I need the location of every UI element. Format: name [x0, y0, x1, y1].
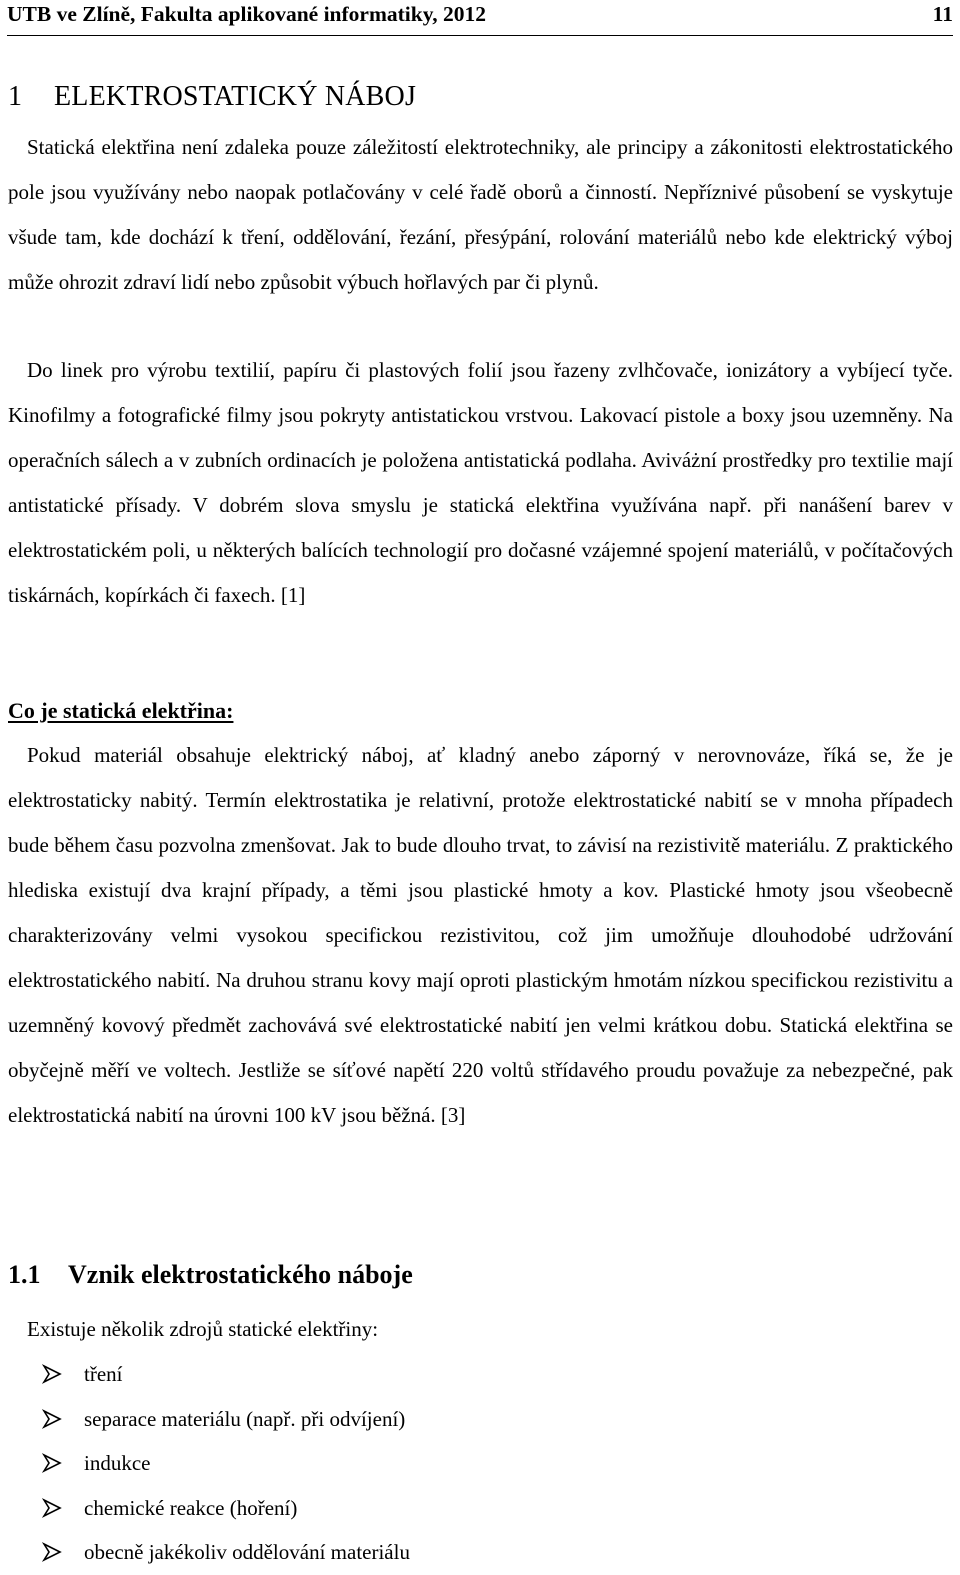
list-item	[42, 1441, 410, 1486]
arrowhead-icon	[42, 1498, 84, 1518]
paragraph-intro: Statická elektřina není zdaleka pouze záležitostí elektrotechniky, ale principy a zákonitosti elektrostatického pole jsou využívány nebo naopak potlačovány v celé řadě oborů a činností. Nepříznivé působení se vyskytuje všude tam, kde dochází k tření, oddělování, řezání, přesýpání, rolování materiálů nebo kde elektrický výboj může ohrozit zdraví lidí nebo způsobit výbuch hořlavých par či plynů.	[8, 135, 953, 294]
list-item-label: tření	[84, 1362, 123, 1386]
sources-list	[42, 1352, 410, 1575]
list-item	[42, 1397, 410, 1442]
chapter-number: 1	[8, 81, 23, 112]
running-header	[7, 2, 953, 32]
list-item-label: separace materiálu (např. při odvíjení)	[84, 1406, 406, 1431]
list-item-label: obecně jakékoliv oddělování materiálu	[84, 1540, 410, 1564]
chapter-heading	[8, 81, 416, 113]
chapter-title: ELEKTROSTATICKÝ NÁBOJ	[54, 81, 417, 112]
section-number: 1.1	[8, 1260, 41, 1289]
paragraph-usage: Do linek pro výrobu textilií, papíru či plastových folií jsou řazeny zvlhčovače, ionizátory a vybíjecí tyče. Kinofilmy a fotografické filmy jsou pokryty antistatickou vrstvou. Lakovací pistole a boxy jsou uzemněny. Na operačních sálech a v zubních ordinacích je položena antistatická podlaha. Aviváżní prostředky pro textilie mají antistatické přísady. V dobrém slova smyslu je statická elektřina využívána např. při nanášení barev v elektrostatickém poli, u některých balících technologií pro dočasné vzájemné spojení materiálů, v počítačových tiskárnách, kopírkách či faxech. [1]	[8, 358, 953, 607]
arrowhead-icon	[42, 1542, 84, 1562]
header-title: UTB ve Zlíně, Fakulta aplikované informatiky, 2012	[7, 2, 487, 26]
arrowhead-icon	[42, 1409, 84, 1429]
list-item-label: indukce	[84, 1451, 151, 1475]
page-number: 11	[932, 2, 953, 26]
section-heading	[8, 1260, 413, 1290]
list-item	[42, 1352, 410, 1397]
arrowhead-icon	[42, 1453, 84, 1473]
section-title: Vznik elektrostatického náboje	[68, 1260, 413, 1289]
list-item	[42, 1486, 410, 1531]
subheading: Co je statická elektřina:	[8, 698, 234, 723]
paragraph-definition: Pokud materiál obsahuje elektrický náboj, ať kladný anebo záporný v nerovnováze, říká se, že je elektrostaticky nabitý. Termín elektrostatika je relativní, protože elektrostatické nabití se v mnoha případech bude během času pozvolna zmenšovat. Jak to bude dlouho trvat, to závisí na rezistivitě materiálu. Z praktického hlediska existují dva krajní případy, a těmi jsou plastické hmoty a kov. Plastické hmoty jsou všeobecně charakterizovány velmi vysokou specifickou rezistivitou, což jim umožňuje dlouhodobé udržování elektrostatického nabití. Na druhou stranu kovy mají oproti plastickým hmotám nízkou specificko​u rezistivitu a uzemněný kovový předmět zachovává své elektrostatické nabití jen velmi krátkou dobu. Statická elektřina se obyčejně měří ve voltech. Jestliže se síťové napětí 220 voltů střídavého proudu považuje za nebezpečné, pak elektrostatická nabití na úrovni 100 kV jsou běžná. [3]	[8, 743, 953, 1127]
header-divider	[7, 35, 953, 36]
arrowhead-icon	[42, 1364, 84, 1384]
list-item-label: chemické reakce (hoření)	[84, 1495, 298, 1520]
sources-intro: Existuje několik zdrojů statické elektřiny:	[27, 1317, 379, 1341]
